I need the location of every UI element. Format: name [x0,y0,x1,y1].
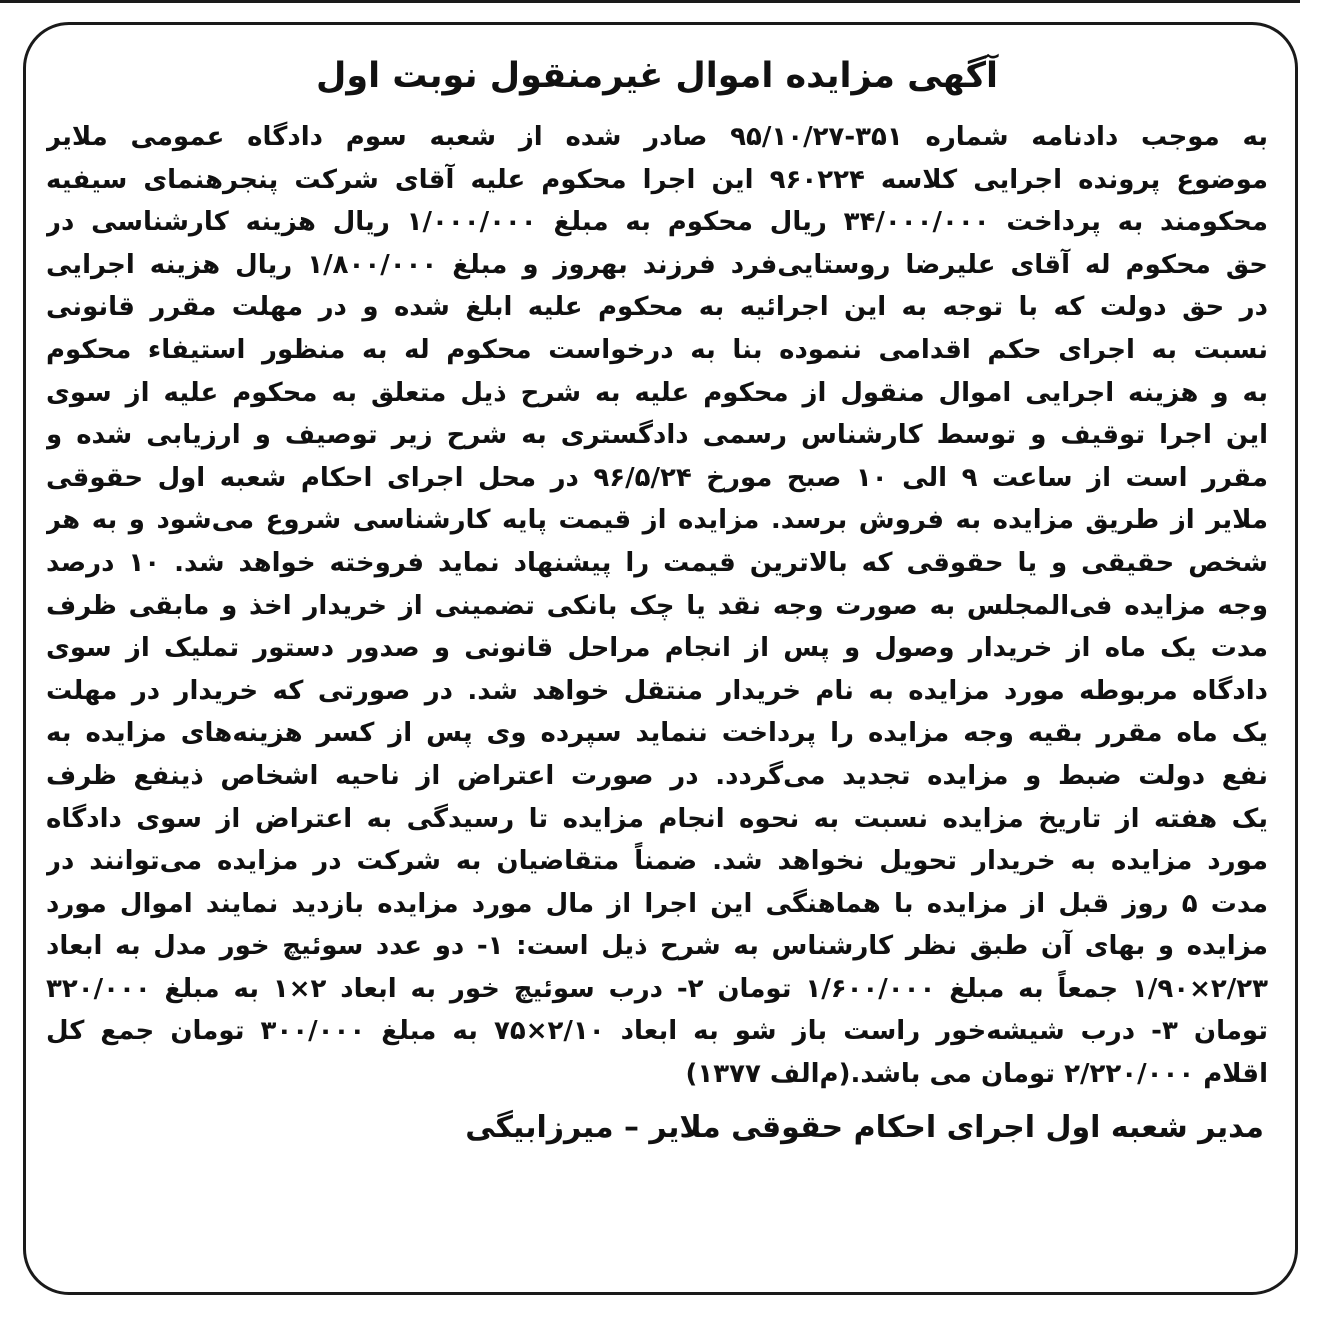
notice-line: شخص حقیقی و یا حقوقی که بالاترین قیمت را پیشنهاد نماید فروخته خواهد شد. ۱۰ درصد [46,547,1268,578]
notice-line: اقلام ۲/۲۲۰/۰۰۰ تومان می باشد.(م‌الف ۱۳۷۷) [685,1059,1268,1090]
notice-line: دادگاه مربوطه مورد مزایده به نام خریدار منتقل خواهد شد. در صورتی که خریدار در مهلت [46,675,1268,706]
notice-line: مقرر است از ساعت ۹ الی ۱۰ صبح مورخ ۹۶/۵/۲۴ در محل اجرای احکام شعبه اول حقوقی [46,462,1268,493]
notice-line: وجه مزایده فی‌المجلس به صورت وجه نقد یا چک بانکی تضمینی از خریدار اخذ و مابقی ظرف [46,590,1268,621]
notice-line: ملایر از طریق مزایده به فروش برسد. مزایده از قیمت پایه کارشناسی شروع می‌شود و به هر [46,505,1268,536]
notice-line: تومان ۳- درب شیشه‌خور راست باز شو به ابعاد ۲/۱۰×۷۵ به مبلغ ۳۰۰/۰۰۰ تومان جمع کل [46,1016,1268,1047]
notice-line: مدت ۵ روز قبل از مزایده با هماهنگی این اجرا از مال مورد مزایده بازدید نمایند اموال مورد [46,888,1268,919]
notice-line: یک هفته از تاریخ مزایده نسبت به نحوه انجام مزایده تا رسیدگی به اعتراض از سوی دادگاه [46,803,1268,834]
notice-title: آگهی مزایده اموال غیرمنقول نوبت اول [315,56,999,96]
notice-body [46,116,1268,1096]
notice-line: موضوع پرونده اجرایی کلاسه ۹۶۰۲۲۴ این اجرا محکوم علیه آقای شرکت پنجرهنمای سیفیه [46,164,1268,195]
notice-line: مزایده و بهای آن طبق نظر کارشناس به شرح ذیل است: ۱- دو عدد سوئیچ خور مدل به ابعاد [46,931,1268,962]
notice-line: یک ماه مقرر بقیه وجه مزایده را پرداخت ننماید سپرده وی پس از کسر هزینه‌های مزایده به [46,718,1268,749]
notice-signature: مدیر شعبه اول اجرای احکام حقوقی ملایر – میرزابیگی [465,1109,1264,1145]
notice-line: به موجب دادنامه شماره ۳۵۱-۹۵/۱۰/۲۷ صادر شده از شعبه سوم دادگاه عمومی ملایر [46,122,1268,152]
notice-line: مورد مزایده به خریدار تحویل نخواهد شد. ضمناً متقاضیان به شرکت در مزایده می‌توانند در [46,846,1268,877]
auction-notice [46,52,1268,1152]
notice-line: در حق دولت که با توجه به این اجرائیه به محکوم علیه ابلغ شده و در مهلت مقرر قانونی [46,292,1268,323]
notice-line: نسبت به اجرای حکم اقدامی ننموده بنا به درخواست محکوم له به منظور استیفاء محکوم [46,334,1268,365]
notice-line: این اجرا توقیف و توسط کارشناس رسمی دادگستری به شرح زیر توصیف و ارزیابی شده و [46,420,1268,451]
notice-line: نفع دولت ضبط و مزایده تجدید می‌گردد. در صورت اعتراض از ناحیه اشخاص ذینفع ظرف [46,760,1268,791]
notice-line: مدت یک ماه از خریدار وصول و پس از انجام مراحل قانونی و صدور دستور تملیک از سوی [46,633,1268,664]
notice-line: به و هزینه اجرایی اموال منقول از محکوم علیه به شرح ذیل متعلق به محکوم علیه از سوی [46,377,1268,408]
top-rule [0,0,1300,3]
notice-line: حق محکوم له آقای علیرضا روستایی‌فرد فرزند بهروز و مبلغ ۱/۸۰۰/۰۰۰ ریال هزینه اجرایی [46,249,1268,280]
notice-line: ۲/۲۳×۱/۹۰ جمعاً به مبلغ ۱/۶۰۰/۰۰۰ تومان ۲- درب سوئیچ خور به ابعاد ۲×۱ به مبلغ ۳۲۰/۰۰۰ [46,973,1268,1004]
notice-line: محکومند به پرداخت ۳۴/۰۰۰/۰۰۰ ریال محکوم به مبلغ ۱/۰۰۰/۰۰۰ ریال هزینه کارشناسی در [46,207,1268,238]
